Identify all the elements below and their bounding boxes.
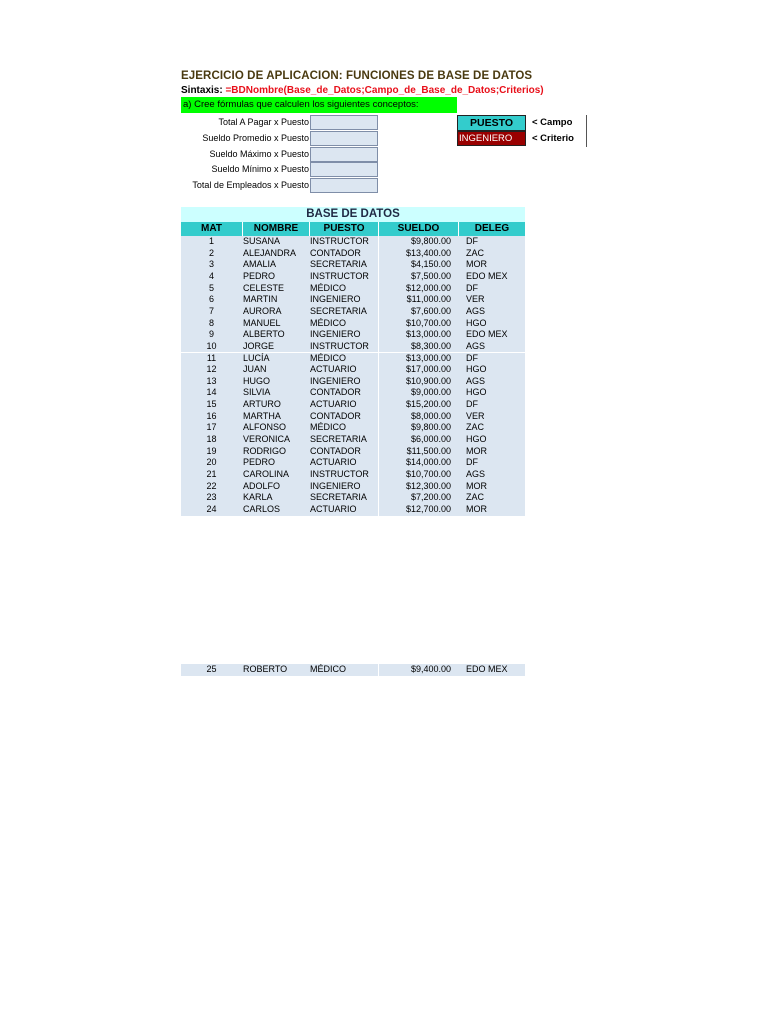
cell-separator [378,399,379,411]
cell-sueldo: $9,400.00 [410,664,451,674]
cell-deleg: HGO [466,317,487,328]
col-header-mat[interactable]: MAT [181,222,242,236]
cell-sueldo: $12,000.00 [405,282,451,293]
cell-separator [378,236,379,248]
cell-nombre: ADOLFO [243,480,281,491]
concept-input-minimo[interactable] [310,162,378,177]
cell-sueldo: $14,000.00 [405,457,451,468]
cell-separator [378,259,379,271]
cell-separator [378,341,379,353]
concept-label-minimo: Sueldo Mínimo x Puesto [211,164,309,174]
cell-nombre: MARTHA [243,410,281,421]
cell-deleg: EDO MEX [466,329,508,340]
syntax-label: Sintaxis: [181,85,223,96]
cell-sueldo: $7,500.00 [410,270,451,281]
table-row[interactable] [181,481,525,493]
cell-nombre: JUAN [243,364,267,375]
cell-mat: 17 [206,422,217,433]
cell-mat: 23 [206,492,217,503]
sheet-title: EJERCICIO DE APLICACION: FUNCIONES DE BASE DE DATOS [181,70,533,82]
cell-separator [378,387,379,399]
cell-puesto: ACTUARIO [310,503,357,514]
table-row[interactable] [181,434,525,446]
cell-sueldo: $11,500.00 [406,445,451,456]
cell-separator [378,469,379,481]
cell-nombre: ALEJANDRA [243,247,297,258]
cell-puesto: ACTUARIO [310,457,357,468]
cell-deleg: AGS [466,340,486,351]
table-row-last[interactable] [181,664,525,676]
cell-mat: 11 [206,352,217,363]
cell-deleg: DF [466,282,478,293]
cell-puesto: ACTUARIO [310,364,357,375]
col-header-puesto[interactable]: PUESTO [310,222,378,236]
cell-nombre: HUGO [243,375,270,386]
cell-sueldo: $9,800.00 [410,236,451,246]
cell-nombre: LUCÍA [243,352,270,363]
cell-puesto: INSTRUCTOR [310,236,369,246]
cell-nombre: CARLOS [243,503,281,514]
cell-sueldo: $10,900.00 [405,375,451,386]
cell-puesto: MÉDICO [310,282,346,293]
cell-puesto: SECRETARIA [310,305,367,316]
cell-nombre: MARTIN [243,294,278,305]
cell-nombre: MANUEL [243,317,281,328]
table-row[interactable] [181,422,525,434]
table-row[interactable] [181,457,525,469]
cell-deleg: DF [466,457,478,468]
table-row[interactable] [181,236,525,248]
col-header-nombre[interactable]: NOMBRE [243,222,309,236]
cell-nombre: PEDRO [243,457,276,468]
cell-deleg: HGO [466,387,487,398]
cell-separator [378,411,379,423]
cell-sueldo: $17,000.00 [405,364,451,375]
cell-puesto: MÉDICO [310,352,346,363]
cell-mat: 15 [206,399,217,410]
cell-puesto: ACTUARIO [310,399,357,410]
concept-input-promedio[interactable] [310,131,378,146]
concept-label-empleados: Total de Empleados x Puesto [192,180,309,190]
table-row[interactable] [181,504,525,516]
cell-mat: 21 [206,469,217,479]
cell-deleg: DF [466,399,478,410]
cell-puesto: MÉDICO [310,422,346,433]
cell-puesto: INGENIERO [310,480,361,491]
cell-separator [378,271,379,283]
cell-deleg: AGS [466,375,486,386]
cell-puesto: INGENIERO [310,375,361,386]
cell-deleg: VER [466,410,485,421]
cell-mat: 7 [208,305,214,316]
cell-mat: 14 [206,387,217,398]
cell-separator [378,318,379,330]
table-row[interactable] [181,387,525,399]
cell-deleg: AGS [466,305,486,316]
cell-deleg: VER [466,294,485,305]
syntax-formula: =BDNombre(Base_de_Datos;Campo_de_Base_de_Datos;Criterios) [225,85,544,96]
cell-mat: 12 [206,364,217,375]
cell-sueldo: $4,150.00 [410,259,451,270]
cell-sueldo: $7,200.00 [410,492,451,503]
cell-sueldo: $9,000.00 [410,387,451,398]
concept-label-promedio: Sueldo Promedio x Puesto [202,133,309,143]
cell-deleg: HGO [466,434,487,445]
cell-separator [378,329,379,341]
cell-puesto: INSTRUCTOR [310,340,369,351]
cell-mat: 10 [206,340,217,351]
cell-sueldo: $10,700.00 [405,317,451,328]
table-row[interactable] [181,492,525,504]
cell-nombre: ALBERTO [243,329,285,340]
instruction-banner: a) Cree fórmulas que calculen los siguientes conceptos: [181,97,457,113]
cell-separator [378,492,379,504]
cell-deleg: ZAC [466,247,484,258]
cell-mat: 13 [206,375,217,386]
table-row[interactable] [181,329,525,341]
cell-puesto: INGENIERO [310,294,361,305]
cell-mat: 5 [208,282,214,293]
cell-sueldo: $7,600.00 [410,305,451,316]
cell-mat: 2 [208,247,214,258]
cell-nombre: CAROLINA [243,469,290,479]
cell-puesto: INSTRUCTOR [310,469,369,479]
cell-puesto: CONTADOR [310,410,361,421]
cell-mat: 19 [206,445,217,456]
table-row[interactable] [181,353,525,365]
cell-mat: 18 [206,434,217,445]
concept-input-total[interactable] [310,115,378,130]
cell-puesto: CONTADOR [310,247,361,258]
cell-separator [378,504,379,516]
cell-nombre: VERONICA [243,434,291,445]
table-row[interactable] [181,248,525,260]
cell-nombre: RODRIGO [243,445,287,456]
cell-mat: 6 [208,294,214,305]
table-row[interactable] [181,318,525,330]
cell-deleg: MOR [466,480,487,491]
cell-nombre: PEDRO [243,270,276,281]
cell-nombre: ROBERTO [243,664,288,674]
cell-puesto: SECRETARIA [310,492,367,503]
cell-sueldo: $13,000.00 [405,329,451,340]
cell-sueldo: $11,000.00 [406,294,451,305]
cell-puesto: INGENIERO [310,329,361,340]
cell-puesto: CONTADOR [310,387,361,398]
cell-nombre: AURORA [243,305,282,316]
cell-mat: 3 [208,259,214,270]
col-header-sueldo[interactable]: SUELDO [379,222,458,236]
cell-nombre: CELESTE [243,282,285,293]
table-row[interactable] [181,364,525,376]
database-title: BASE DE DATOS [181,207,525,222]
cell-separator [378,376,379,388]
cell-sueldo: $15,200.00 [405,399,451,410]
table-row[interactable] [181,294,525,306]
cell-sueldo: $9,800.00 [410,422,451,433]
cell-separator [378,434,379,446]
cell-deleg: ZAC [466,422,484,433]
cell-sueldo: $13,400.00 [405,247,451,258]
cell-deleg: MOR [466,503,487,514]
cell-nombre: KARLA [243,492,273,503]
cell-separator [378,248,379,260]
cell-sueldo: $12,300.00 [405,480,451,491]
cell-sueldo: $8,300.00 [410,340,451,351]
cell-separator [378,422,379,434]
cell-separator [378,283,379,295]
cell-mat: 24 [206,503,217,514]
cell-nombre: SUSANA [243,236,281,246]
table-row[interactable] [181,306,525,318]
cell-mat: 8 [208,317,214,328]
col-header-deleg[interactable]: DELEG [459,222,525,236]
concept-input-empleados[interactable] [310,178,378,193]
cell-sueldo: $6,000.00 [410,434,451,445]
cell-puesto: INSTRUCTOR [310,270,369,281]
syntax-line [181,85,544,96]
cell-deleg: DF [466,236,478,246]
cell-separator [378,481,379,493]
cell-separator [378,306,379,318]
cell-separator [378,457,379,469]
cell-mat: 20 [206,457,217,468]
table-row[interactable] [181,341,525,353]
cell-separator [378,364,379,376]
divider-line [586,115,587,147]
table-row[interactable] [181,399,525,411]
table-row[interactable] [181,411,525,423]
cell-sueldo: $12,700.00 [405,503,451,514]
cell-separator [378,664,379,676]
cell-mat: 25 [206,664,217,674]
cell-puesto: MÉDICO [310,317,346,328]
cell-puesto: SECRETARIA [310,259,367,270]
cell-mat: 9 [208,329,214,340]
cell-separator [378,446,379,458]
table-row[interactable] [181,283,525,295]
table-row[interactable] [181,446,525,458]
table-row[interactable] [181,271,525,283]
cell-nombre: AMALIA [243,259,277,270]
cell-mat: 22 [206,480,217,491]
cell-sueldo: $8,000.00 [410,410,451,421]
cell-deleg: AGS [466,469,486,479]
concept-label-maximo: Sueldo Máximo x Puesto [209,149,309,159]
cell-sueldo: $13,000.00 [405,352,451,363]
cell-nombre: ARTURO [243,399,281,410]
cell-deleg: MOR [466,259,487,270]
cell-mat: 1 [208,236,214,246]
cell-deleg: HGO [466,364,487,375]
cell-mat: 16 [206,410,217,421]
cell-deleg: EDO MEX [466,664,508,674]
campo-note: < Campo [532,117,573,128]
cell-separator [378,294,379,306]
criteria-value[interactable]: INGENIERO [457,131,526,146]
cell-mat: 4 [208,270,214,281]
cell-nombre: SILVIA [243,387,271,398]
table-row[interactable] [181,259,525,271]
cell-sueldo: $10,700.00 [405,469,451,479]
cell-puesto: SECRETARIA [310,434,367,445]
cell-deleg: DF [466,352,478,363]
table-row[interactable] [181,469,525,481]
cell-puesto: MÉDICO [310,664,346,674]
cell-deleg: ZAC [466,492,484,503]
criteria-header[interactable]: PUESTO [457,115,526,131]
concept-input-maximo[interactable] [310,147,378,162]
cell-puesto: CONTADOR [310,445,361,456]
cell-deleg: MOR [466,445,487,456]
cell-nombre: ALFONSO [243,422,287,433]
criterio-note: < Criterio [532,133,574,144]
cell-nombre: JORGE [243,340,275,351]
table-row[interactable] [181,376,525,388]
cell-separator [378,353,379,365]
concept-label-total: Total A Pagar x Puesto [218,117,309,127]
cell-deleg: EDO MEX [466,270,508,281]
